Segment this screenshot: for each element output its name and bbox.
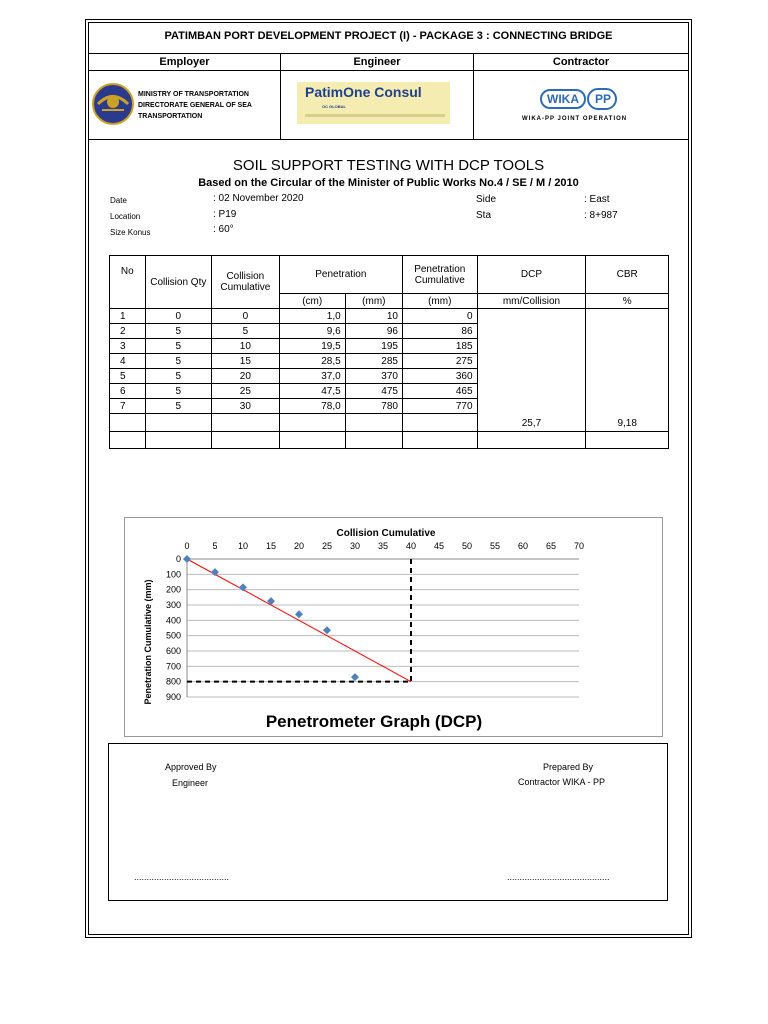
- cone-label: Size Konus: [110, 228, 151, 237]
- cell-cum: 20: [212, 369, 280, 384]
- cell-pcum: 770: [402, 399, 477, 414]
- chart-x-tick-label: 5: [212, 541, 218, 551]
- cell-mm: 195: [345, 339, 402, 354]
- cell-mm: 475: [345, 384, 402, 399]
- unit-cbr: %: [586, 294, 669, 309]
- approved-label: Approved By: [165, 762, 217, 772]
- unit-dcp: mm/Collision: [477, 294, 586, 309]
- unit-cm: (cm): [279, 294, 345, 309]
- chart-title: Penetrometer Graph (DCP): [265, 712, 483, 731]
- cell-mm: 96: [345, 324, 402, 339]
- side-value: : East: [584, 194, 610, 205]
- divider: [89, 53, 688, 54]
- contractor-heading: Contractor: [552, 56, 610, 68]
- header-collision-cumulative: Collision Cumulative: [212, 256, 280, 309]
- cell-qty: 5: [145, 384, 211, 399]
- location-value: : P19: [213, 209, 237, 220]
- chart-x-tick-label: 70: [573, 541, 585, 551]
- empty-cell: [212, 414, 280, 432]
- empty-cell: [212, 432, 280, 449]
- side-label: Side: [476, 194, 497, 205]
- sta-value: : 8+987: [584, 210, 618, 221]
- cell-no: 3: [110, 339, 146, 354]
- report-title: SOIL SUPPORT TESTING WITH DCP TOOLS: [232, 157, 545, 174]
- cell-pcum: 0: [402, 309, 477, 324]
- header-dcp: DCP: [477, 256, 586, 294]
- employer-line: MINISTRY OF TRANSPORTATION: [138, 91, 249, 98]
- cell-mm: 10: [345, 309, 402, 324]
- chart-y-tick-label: 600: [165, 646, 181, 656]
- empty-cell: [402, 414, 477, 432]
- empty-cell: [279, 414, 345, 432]
- pp-logo: [587, 88, 617, 110]
- cell-cm: 47,5: [279, 384, 345, 399]
- cell-no: 1: [110, 309, 146, 324]
- cell-pcum: 275: [402, 354, 477, 369]
- cell-cum: 10: [212, 339, 280, 354]
- cell-mm: 285: [345, 354, 402, 369]
- cell-pcum: 465: [402, 384, 477, 399]
- cell-cm: 1,0: [279, 309, 345, 324]
- table-row: [110, 309, 669, 324]
- chart-gridlines: [187, 559, 579, 697]
- chart-x-tick-label: 50: [461, 541, 473, 551]
- employer-heading: Employer: [159, 56, 210, 68]
- chart-x-tick-label: 65: [545, 541, 557, 551]
- chart-y-tick-label: 200: [165, 584, 181, 595]
- chart-x-tick-label: 10: [237, 541, 249, 551]
- empty-cell: [145, 432, 211, 449]
- chart-y-tick-label: 900: [165, 692, 181, 702]
- report-subtitle: Based on the Circular of the Minister of Public Works No.4 / SE / M / 2010: [198, 177, 579, 189]
- cell-cm: 37,0: [279, 369, 345, 384]
- prepared-label: Prepared By: [543, 762, 594, 772]
- chart-y-tick-label: 100: [165, 569, 181, 580]
- table-header-row: [110, 256, 669, 294]
- chart-data-point: [183, 555, 191, 563]
- empty-cell: [110, 432, 146, 449]
- cell-cum: 5: [212, 324, 280, 339]
- empty-cell: [145, 414, 211, 432]
- wika-logo-text: WIKA: [547, 92, 579, 106]
- chart-data-point: [323, 626, 331, 634]
- chart-y-tick-label: 300: [165, 600, 181, 610]
- chart-y-ticks: [166, 554, 181, 702]
- chart-data-point: [211, 568, 219, 576]
- chart-y-tick-label: 500: [165, 630, 181, 641]
- cell-mm: 370: [345, 369, 402, 384]
- cell-pcum: 86: [402, 324, 477, 339]
- cell-cm: 9,6: [279, 324, 345, 339]
- ministry-emblem-logo: [92, 83, 134, 125]
- chart-y-axis-label: Penetration Cumulative (mm): [143, 579, 153, 705]
- chart-data-point: [295, 610, 303, 618]
- cell-qty: 5: [145, 399, 211, 414]
- empty-cell: [345, 414, 402, 432]
- empty-cell: [477, 432, 586, 449]
- empty-cell: [586, 432, 669, 449]
- cell-qty: 5: [145, 369, 211, 384]
- header-collision-qty: Collision Qty: [145, 256, 211, 309]
- cell-cum: 15: [212, 354, 280, 369]
- cell-cm: 19,5: [279, 339, 345, 354]
- engineer-logo-strip: [305, 114, 445, 117]
- employer-name: [138, 89, 252, 122]
- chart-data-point: [351, 673, 359, 681]
- chart-x-tick-label: 45: [433, 541, 445, 551]
- cell-no: 2: [110, 324, 146, 339]
- unit-mm-cumulative: (mm): [402, 294, 477, 309]
- table-row: [110, 432, 669, 449]
- chart-y-tick-label: 700: [165, 661, 181, 672]
- date-value: : 02 November 2020: [213, 193, 304, 204]
- employer-line: DIRECTORATE GENERAL OF SEA: [138, 102, 252, 109]
- empty-cell: [402, 432, 477, 449]
- header-penetration: Penetration: [279, 256, 402, 294]
- dcp-table: [109, 255, 669, 449]
- cell-no: 7: [110, 399, 146, 414]
- cell-no: 5: [110, 369, 146, 384]
- cell-qty: 5: [145, 339, 211, 354]
- location-label: Location: [110, 212, 141, 221]
- chart-x-tick-label: 20: [293, 541, 305, 551]
- cell-qty: 0: [145, 309, 211, 324]
- cell-pcum: 360: [402, 369, 477, 384]
- cell-cum: 30: [212, 399, 280, 414]
- engineer-logo-text: PatimOne Consul: [305, 84, 422, 100]
- contractor-caption: WIKA-PP JOINT OPERATION: [522, 116, 628, 122]
- chart-x-tick-label: 25: [321, 541, 333, 551]
- header-penetration-cumulative: Penetration Cumulative: [402, 256, 477, 294]
- empty-cell: [345, 432, 402, 449]
- chart-y-tick-label: 800: [165, 676, 181, 687]
- chart-x-ticks: [184, 541, 584, 551]
- cell-mm: 780: [345, 399, 402, 414]
- chart-data-point: [239, 583, 247, 591]
- divider: [89, 139, 688, 140]
- approved-role: Engineer: [172, 778, 209, 788]
- chart-x-tick-label: 30: [349, 541, 361, 551]
- chart-y-tick-label: 400: [165, 615, 181, 626]
- cell-qty: 5: [145, 324, 211, 339]
- cell-dcp: 25,7: [477, 309, 586, 432]
- cell-cm: 78,0: [279, 399, 345, 414]
- cell-no: 4: [110, 354, 146, 369]
- chart-x-axis-label: Collision Cumulative: [336, 528, 436, 539]
- engineer-logo-sub: OC GLOBAL: [322, 104, 346, 109]
- wika-logo: [540, 89, 586, 109]
- cell-cum: 0: [212, 309, 280, 324]
- chart-y-tick-label: 0: [175, 554, 181, 564]
- empty-cell: [110, 414, 146, 432]
- chart-x-tick-label: 40: [405, 541, 417, 551]
- chart-x-tick-label: 60: [517, 541, 529, 551]
- pp-logo-text: PP: [595, 92, 612, 106]
- engineer-logo: [297, 82, 450, 124]
- cone-value: : 60°: [213, 224, 234, 235]
- chart-x-tick-label: 15: [265, 541, 277, 551]
- chart-x-tick-label: 55: [489, 541, 501, 551]
- prepared-role: Contractor WIKA - PP: [518, 777, 606, 787]
- approved-signature-line: ......................................: [134, 872, 230, 882]
- date-label: Date: [110, 196, 127, 205]
- employer-line: TRANSPORTATION: [138, 113, 203, 120]
- sta-label: Sta: [476, 210, 492, 221]
- project-title: PATIMBAN PORT DEVELOPMENT PROJECT (I) - PACKAGE 3 : CONNECTING BRIDGE: [164, 30, 613, 42]
- unit-mm: (mm): [345, 294, 402, 309]
- cell-cum: 25: [212, 384, 280, 399]
- engineer-heading: Engineer: [353, 56, 401, 68]
- header-no: No: [110, 256, 146, 309]
- cell-cm: 28,5: [279, 354, 345, 369]
- cell-qty: 5: [145, 354, 211, 369]
- cell-no: 6: [110, 384, 146, 399]
- divider: [89, 70, 688, 71]
- prepared-signature-line: .........................................: [507, 872, 610, 882]
- cell-pcum: 185: [402, 339, 477, 354]
- empty-cell: [279, 432, 345, 449]
- chart-x-tick-label: 35: [377, 541, 389, 551]
- cell-cbr: 9,18: [586, 309, 669, 432]
- chart-x-tick-label: 0: [184, 541, 190, 551]
- penetrometer-chart: [124, 517, 663, 737]
- header-cbr: CBR: [586, 256, 669, 294]
